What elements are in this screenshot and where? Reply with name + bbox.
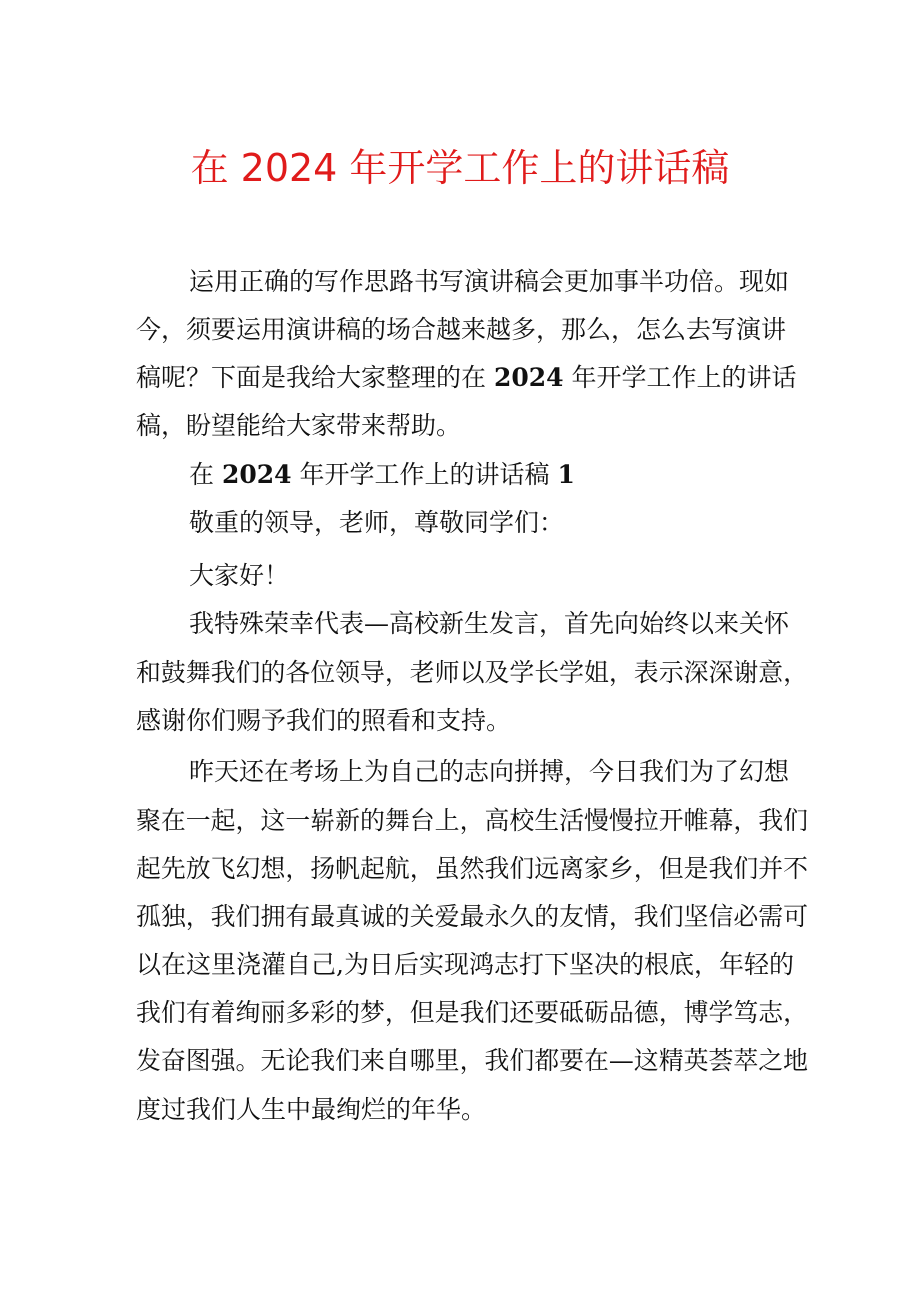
- para2-line-4: 孤独，我们拥有最真诚的关爱最永久的友情，我们坚信必需可: [136, 902, 809, 931]
- para2-line-5: 以在这里浇灌自己,为日后实现鸿志打下坚决的根底，年轻的: [136, 950, 794, 979]
- intro-line-2: 今，须要运用演讲稿的场合越来越多，那么，怎么去写演讲: [136, 315, 787, 344]
- para2-line-1: 昨天还在考场上为自己的志向拼搏，今日我们为了幻想: [189, 757, 790, 786]
- para1-line-3: 感谢你们赐予我们的照看和支持。: [136, 706, 512, 735]
- section-heading-year: 2024: [221, 460, 292, 489]
- para1-line-2: 和鼓舞我们的各位领导，老师以及学长学姐，表示深深谢意，: [136, 658, 809, 687]
- intro-line-3-text-a: 稿呢？下面是我给大家整理的在: [136, 363, 494, 392]
- intro-line-3-text-c: 年开学工作上的讲话: [563, 363, 797, 392]
- para2-line-7: 发奋图强。无论我们来自哪里，我们都要在—这精英荟萃之地: [136, 1046, 809, 1075]
- section-heading-text-a: 在: [189, 460, 222, 489]
- para2-line-8: 度过我们人生中最绚烂的年华。: [136, 1095, 487, 1124]
- para2-line-6: 我们有着绚丽多彩的梦，但是我们还要砥砺品德，博学笃志，: [136, 998, 809, 1027]
- section-heading-number: 1: [557, 460, 575, 489]
- para2-line-2: 聚在一起，这一崭新的舞台上，高校生活慢慢拉开帷幕，我们: [136, 806, 809, 835]
- section-heading: [189, 455, 575, 495]
- greeting: 大家好！: [189, 561, 290, 590]
- salutation: 敬重的领导，老师，尊敬同学们：: [189, 508, 565, 537]
- intro-year: 2024: [493, 363, 564, 392]
- intro-line-4: 稿，盼望能给大家带来帮助。: [136, 411, 462, 440]
- para2-line-3: 起先放飞幻想，扬帆起航，虽然我们远离家乡，但是我们并不: [136, 854, 809, 883]
- intro-line-1: 运用正确的写作思路书写演讲稿会更加事半功倍。现如: [189, 267, 790, 296]
- para1-line-1: 我特殊荣幸代表—高校新生发言，首先向始终以来关怀: [189, 609, 790, 638]
- document-title: 在 2024 年开学工作上的讲话稿: [190, 146, 730, 190]
- intro-line-3: [136, 358, 797, 398]
- section-heading-text-c: 年开学工作上的讲话稿: [291, 460, 558, 489]
